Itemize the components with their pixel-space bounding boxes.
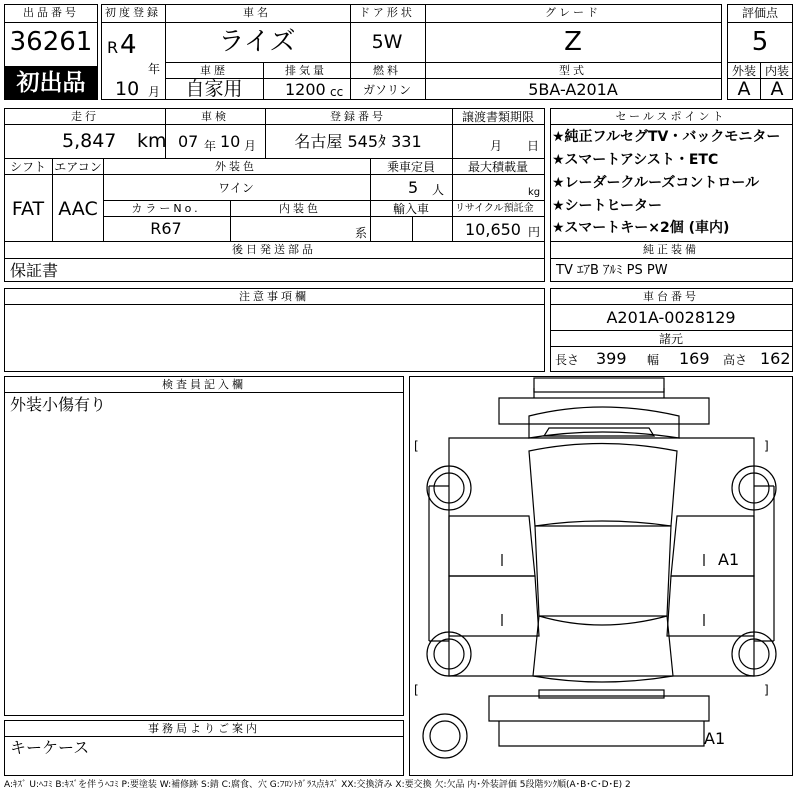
- exterior-grade: A: [737, 78, 751, 100]
- inspection-month-unit: 月: [244, 139, 257, 153]
- width: 169: [679, 349, 710, 368]
- sales-points-label: セールスポイント: [615, 110, 727, 123]
- ac: AAC: [58, 198, 98, 220]
- shift-label: シフト: [9, 160, 47, 174]
- interior-grade: A: [770, 78, 784, 100]
- history: 自家用: [185, 78, 243, 100]
- length: 399: [596, 349, 627, 368]
- later-parts: 保証書: [10, 261, 59, 280]
- exterior-grade-label: 外装: [731, 64, 757, 78]
- import-label: 輸入車: [392, 202, 430, 216]
- inspector-comment: 外装小傷有り: [10, 395, 107, 414]
- length-label: 長さ: [555, 353, 580, 367]
- damage-mark-a1: A1: [718, 550, 740, 569]
- score-label: 評価点: [741, 6, 779, 20]
- legend: A:ｷｽﾞ U:ﾍｺﾐ B:ｷｽﾞを伴うﾍｺﾐ P:要塗装 W:補修跡 S:錆 C:腐食、穴 G:ﾌﾛﾝﾄｶﾞﾗｽ点ｷｽﾞ XX:交換済み X:要交換 欠:欠品 内･外装評価 5段階ﾗﾝｸ順(A･B･C･D･E) 2: [4, 780, 631, 790]
- inspection-year: 07: [178, 132, 199, 151]
- door-type: 5W: [371, 31, 403, 53]
- office-label: 事務局よりご案内: [148, 722, 260, 735]
- transfer-day-unit: 日: [527, 139, 540, 153]
- inspector-label: 検査員記入欄: [162, 378, 246, 391]
- load-label: 最大積載量: [467, 160, 529, 174]
- displacement: 1200: [285, 80, 326, 99]
- load-unit: kg: [528, 187, 541, 198]
- ext-color: ワイン: [218, 181, 254, 195]
- int-color-unit: 系: [355, 226, 368, 240]
- mileage-label: 走行: [71, 110, 99, 123]
- transfer-month-unit: 月: [490, 139, 503, 153]
- windshield: [529, 444, 677, 527]
- displacement-label: 排気量: [285, 64, 327, 77]
- bracket-right-bottom: ]: [764, 683, 769, 697]
- genuine-equipment: TV ｴｱB ｱﾙﾐ PS PW: [556, 263, 668, 278]
- grade: Z: [564, 27, 582, 57]
- shift: FAT: [11, 198, 45, 220]
- notes-label: 注意事項欄: [239, 290, 309, 303]
- score: 5: [751, 27, 769, 57]
- inspector-box: [4, 376, 404, 716]
- car-diagram: [409, 376, 793, 776]
- transfer-label: 譲渡書類期限: [461, 110, 535, 124]
- first-reg-month: 10: [115, 78, 140, 100]
- model-code: 5BA-A201A: [528, 80, 618, 99]
- fuel: ガソリン: [362, 83, 412, 97]
- color-no: R67: [150, 219, 182, 238]
- first-reg-label: 初度登録: [105, 6, 161, 19]
- plate-number: 名古屋 545ﾀ 331: [294, 132, 422, 151]
- inspection-year-unit: 年: [204, 139, 217, 153]
- interior-grade-label: 内装: [764, 64, 790, 78]
- color-no-label: カラーNo.: [131, 202, 201, 215]
- mileage: 5,847: [62, 130, 117, 152]
- right-rear-door: [667, 576, 754, 636]
- car-name: ライズ: [218, 27, 296, 57]
- int-color-label: 内装色: [279, 202, 321, 215]
- mileage-unit: km: [137, 130, 167, 152]
- ac-label: エアコン: [54, 160, 102, 174]
- first-reg-year: 4: [120, 30, 137, 60]
- capacity-unit: 人: [432, 183, 445, 197]
- recycle-fee: 10,650: [465, 220, 521, 239]
- lot-number: 36261: [9, 27, 93, 57]
- bracket-left-top: [: [414, 439, 419, 453]
- left-rear-door: [449, 576, 539, 636]
- first-listing-badge: 初出品: [4, 66, 98, 100]
- rear-bumper: [489, 696, 709, 721]
- lot-number-label: 出品番号: [23, 6, 79, 19]
- year-unit: 年: [148, 62, 161, 76]
- right-front-door: [671, 516, 754, 576]
- era: R: [107, 38, 119, 57]
- rear-window: [533, 616, 673, 682]
- genuine-equipment-label: 純正装備: [643, 243, 699, 256]
- month-unit: 月: [148, 85, 161, 99]
- height-label: 高さ: [723, 353, 748, 367]
- inspection-month: 10: [220, 132, 241, 151]
- ext-color-label: 外装色: [215, 160, 257, 173]
- left-front-door: [449, 516, 535, 576]
- sales-point: ★レーダークルーズコントロール: [552, 175, 760, 191]
- model-label: 型式: [559, 64, 587, 77]
- recycle-unit: 円: [528, 225, 541, 239]
- capacity-label: 乗車定員: [386, 160, 436, 174]
- history-label: 車歴: [200, 64, 228, 77]
- fuel-label: 燃料: [373, 64, 401, 77]
- bracket-right-top: ]: [764, 439, 769, 453]
- chassis-number: A201A-0028129: [606, 308, 736, 327]
- grade-label: グレード: [545, 6, 601, 19]
- recycle-label: リサイクル預託金: [455, 203, 534, 214]
- office-note: キーケース: [10, 738, 90, 757]
- sales-point: ★シートヒーター: [552, 198, 662, 214]
- sales-point: ★スマートキー×2個 (車内): [552, 220, 730, 236]
- later-parts-label: 後日発送部品: [232, 243, 316, 256]
- sales-point: ★スマートアシスト・ETC: [552, 152, 719, 168]
- chassis-label: 車台番号: [643, 290, 699, 303]
- door-label: ドア形状: [359, 6, 415, 19]
- capacity: 5: [408, 178, 419, 197]
- displacement-unit: cc: [330, 85, 344, 99]
- body-outline: [449, 438, 754, 676]
- sales-point: ★純正フルセグTV・バックモニター: [552, 129, 781, 145]
- hood: [529, 407, 679, 438]
- top-frame: [534, 378, 664, 392]
- dimensions-label: 諸元: [658, 332, 684, 346]
- plate-label: 登録番号: [330, 110, 386, 123]
- car-name-label: 車名: [243, 6, 271, 19]
- bracket-left-bottom: [: [414, 683, 419, 697]
- width-label: 幅: [647, 353, 660, 367]
- roof: [535, 526, 671, 616]
- height: 162: [760, 349, 791, 368]
- damage-mark-a1: A1: [704, 729, 726, 748]
- inspection-label: 車検: [201, 110, 229, 123]
